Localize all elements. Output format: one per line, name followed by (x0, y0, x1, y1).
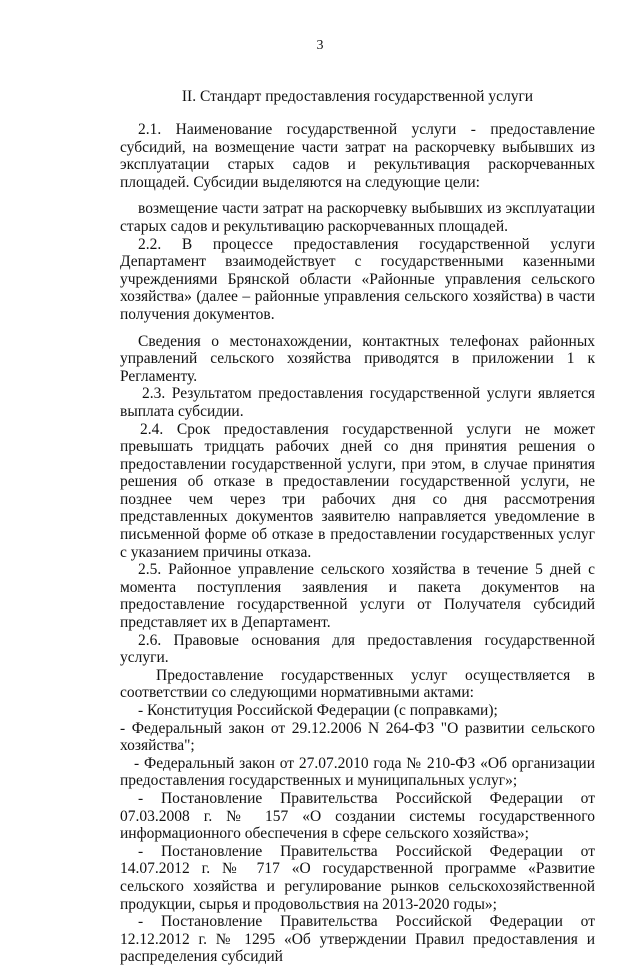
paragraph-2-1: 2.1. Наименование государственной услуги - предоставление субсидий, на возмещение части затрат на раскорчевку выбывших из эксплуатации старых садов и рекультивация раскорчеванных площадей. Субсидии выделяются на следующие цели: (120, 121, 595, 191)
legal-act-fz-264: - Федеральный закон от 29.12.2006 N 264-ФЗ "О развитии сельского хозяйства"; (120, 719, 595, 755)
legal-act-postanovlenie-1295: - Постановление Правительства Российской Федерации от 12.12.2012 г. № 1295 «Об утверждении Правил предоставления и распределения субсидий (120, 913, 595, 966)
document-body (120, 121, 595, 966)
paragraph-2-5: 2.5. Районное управление сельского хозяйства в течение 5 дней с момента поступления заявления и пакета документов на предоставление государственной услуги от Получателя субсидий представляет их в Департамент. (120, 561, 595, 632)
page-number: 3 (316, 38, 324, 53)
paragraph-2-6-intro: Предоставление государственных услуг осуществляется в соответствии со следующими нормативными актами: (120, 666, 595, 702)
legal-act-postanovlenie-717: - Постановление Правительства Российской Федерации от 14.07.2012 г. № 717 «О государственной программе «Развитие сельского хозяйства и регулирование рынков сельскохозяйственной продукции, сырья и продовольствия на 2013-2020 годы»; (120, 842, 595, 913)
paragraph-2-1-goal: возмещение части затрат на раскорчевку выбывших из эксплуатации старых садов и рекультивацию раскорчеванных площадей. (120, 200, 595, 235)
section-title: II. Стандарт предоставления государственной услуги (181, 88, 534, 105)
paragraph-2-2-contacts: Сведения о местонахождении, контактных телефонах районных управлений сельского хозяйства приводятся в приложении 1 к Регламенту. (120, 332, 595, 385)
paragraph-2-2: 2.2. В процессе предоставления государственной услуги Департамент взаимодействует с государственными казенными учреждениями Брянской области «Районные управления сельского хозяйства» (далее – районные управления сельского хозяйства) в части получения документов. (120, 235, 595, 323)
paragraph-2-4: 2.4. Срок предоставления государственной услуги не может превышать тридцать рабочих дней со дня принятия решения о предоставлении государственной услуги, при этом, в случае принятия решения об отказе в предоставлении государственной услуги, не позднее чем через три рабочих дня со дня рассмотрения представленных документов заявителю направляется уведомление в письменной форме об отказе в предоставлении государственных услуг с указанием причины отказа. (120, 420, 595, 561)
legal-act-constitution: - Конституция Российской Федерации (с поправками); (138, 702, 498, 719)
legal-act-postanovlenie-157: - Постановление Правительства Российской Федерации от 07.03.2008 г. № 157 «О создании системы государственного информационного обеспечения в сфере сельского хозяйства»; (120, 789, 595, 843)
paragraph-2-6: 2.6. Правовые основания для предоставления государственной услуги. (120, 631, 595, 667)
paragraph-2-3: 2.3. Результатом предоставления государственной услуги является выплата субсидии. (120, 385, 595, 420)
legal-act-fz-210: - Федеральный закон от 27.07.2010 года № 210-ФЗ «Об организации предоставления государственных и муниципальных услуг»; (120, 754, 595, 790)
